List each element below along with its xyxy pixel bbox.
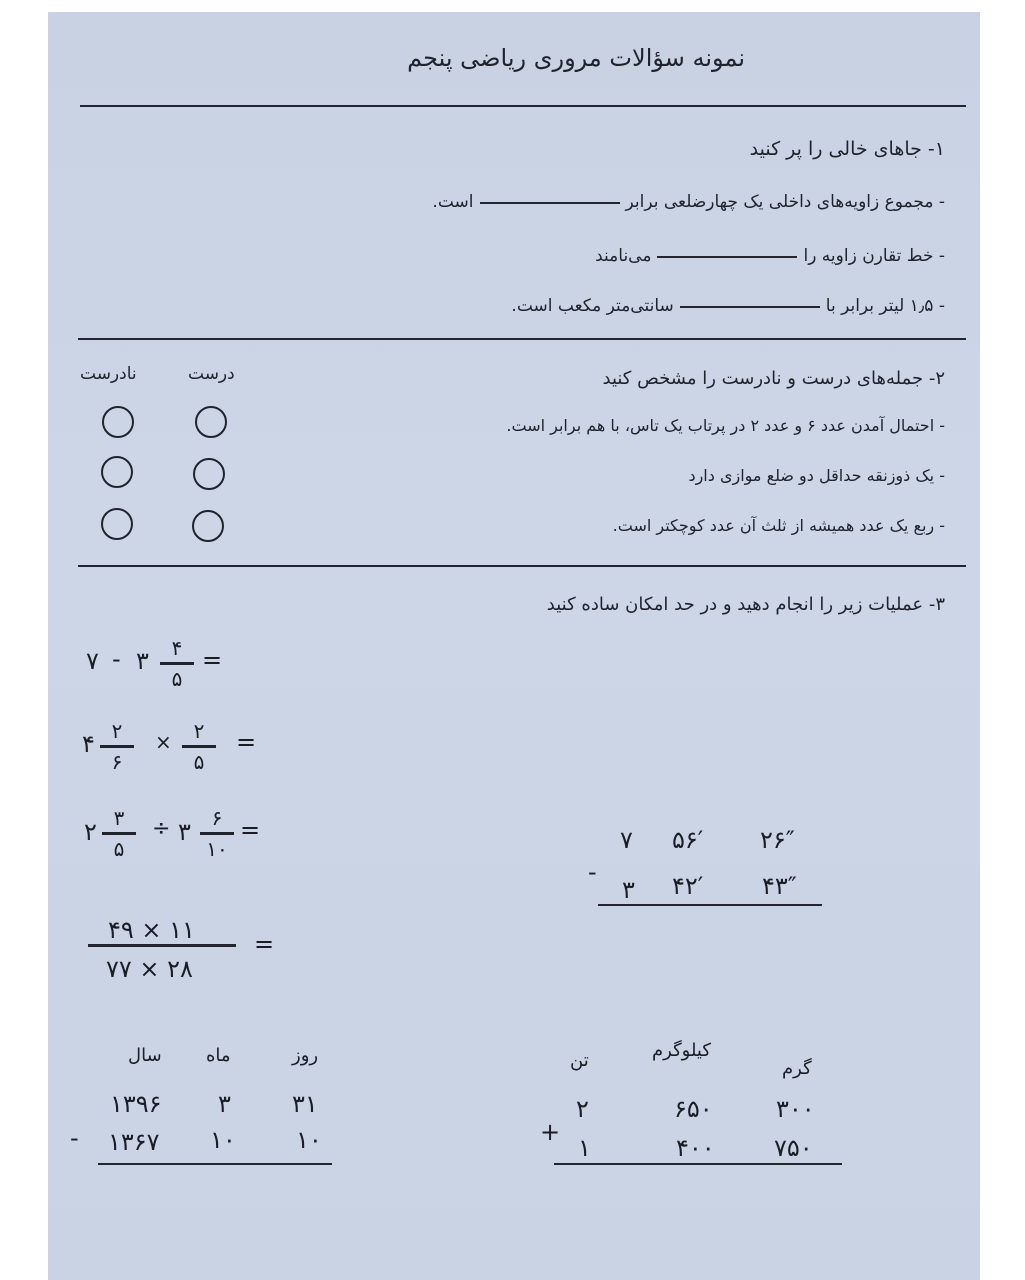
- q2-item-2-false-option[interactable]: [101, 456, 133, 488]
- weight-label-ton: تن: [570, 1050, 589, 1071]
- expr3-fraction-bar-2: [200, 832, 234, 835]
- q2-item-2-true-option[interactable]: [193, 458, 225, 490]
- q2-col-false-label: نادرست: [80, 364, 137, 384]
- q2-item-3-false-option[interactable]: [101, 508, 133, 540]
- expr3-divide: ÷: [152, 816, 171, 841]
- q2-item-3-true-option[interactable]: [192, 510, 224, 542]
- expr1-minus: -: [112, 645, 121, 673]
- expr3-numerator-2: ۶: [211, 806, 223, 830]
- expr2-numerator-1: ۲: [111, 719, 123, 743]
- expr1-numerator: ۴: [171, 636, 183, 660]
- time-row2-sec: [762, 872, 797, 900]
- time-row2-min-mark: ′: [697, 872, 704, 900]
- q1-item-3-blank[interactable]: [680, 304, 820, 308]
- time-row1-min-mark: ′: [697, 826, 704, 854]
- q1-heading: ۱- جاهای خالی را پر کنید: [749, 138, 945, 160]
- q1-item-1-blank[interactable]: [480, 200, 620, 204]
- expr2-denominator-1: ۶: [111, 749, 123, 774]
- weight-row1-ton: ۲: [576, 1095, 589, 1123]
- expr2-equals: =: [236, 728, 257, 756]
- q2-item-1-true-option[interactable]: [195, 406, 227, 438]
- expr1-fraction: [160, 636, 194, 691]
- time-result-line: [598, 904, 822, 906]
- weight-row2-ton: ۱: [578, 1134, 591, 1162]
- expr1-fraction-bar: [160, 662, 194, 665]
- expr3-denominator-1: ۵: [113, 836, 125, 861]
- weight-plus: +: [540, 1118, 561, 1146]
- q2-item-1: - احتمال آمدن عدد ۶ و عدد ۲ در پرتاب یک تاس، با هم برابر است.: [506, 416, 945, 435]
- q1-item-2-before: - خط تقارن زاویه را: [803, 246, 945, 266]
- weight-row1-kg: ۶۵۰: [674, 1095, 713, 1123]
- q2-col-true-label: درست: [188, 364, 235, 384]
- q1-divider: [78, 338, 966, 340]
- date-row1-day: ۳۱: [292, 1090, 318, 1118]
- date-row1-month: ۳: [218, 1090, 231, 1118]
- date-minus: -: [70, 1124, 79, 1152]
- time-row2-sec-value: ۴۳: [762, 872, 788, 900]
- weight-row1-g: ۳۰۰: [776, 1095, 815, 1123]
- weight-label-kg: کیلوگرم: [652, 1040, 711, 1061]
- time-row1-sec-mark: ″: [785, 826, 795, 854]
- time-row1-min: [672, 826, 703, 854]
- date-row2-year: ۱۳۶۷: [108, 1128, 160, 1156]
- expr3-fraction-1: [102, 806, 136, 861]
- expr1-equals: =: [202, 646, 223, 674]
- q2-item-3: - ربع یک عدد همیشه از ثلث آن عدد کوچکتر است.: [612, 516, 945, 535]
- expr2-fraction-bar-1: [100, 745, 134, 748]
- expr1-denominator: ۵: [171, 666, 183, 691]
- q1-item-1-after: است.: [432, 192, 474, 212]
- q3-heading: ۳- عملیات زیر را انجام دهید و در حد امکان ساده کنید: [546, 594, 945, 615]
- date-label-year: سال: [128, 1045, 162, 1066]
- expr1-whole: ۷: [86, 647, 99, 675]
- time-row2-min: [672, 872, 703, 900]
- weight-row2-g: ۷۵۰: [774, 1134, 813, 1162]
- expr4-top: ۴۹ × ۱۱: [108, 916, 195, 944]
- q1-item-1-before: - مجموع زاویه‌های داخلی یک چهارضلعی برابر: [625, 192, 945, 212]
- q1-item-2-after: می‌نامند: [595, 246, 652, 266]
- time-minus: -: [588, 858, 597, 886]
- time-row2-min-value: ۴۲: [672, 872, 698, 900]
- weight-result-line: [554, 1163, 842, 1165]
- expr4-equals: =: [254, 930, 275, 958]
- time-row1-deg: ۷: [620, 826, 633, 854]
- expr3-denominator-2: ۱۰: [206, 836, 228, 861]
- expr3-numerator-1: ۳: [113, 806, 125, 830]
- expr2-fraction-1: [100, 719, 134, 774]
- expr2-fraction-bar-2: [182, 745, 216, 748]
- expr2-fraction-2: [182, 719, 216, 774]
- time-row1-min-value: ۵۶: [672, 826, 698, 854]
- expr2-mixed-whole: ۴: [82, 730, 95, 758]
- expr3-whole-2: ۳: [178, 818, 191, 846]
- header-divider: [80, 105, 966, 107]
- q1-item-2-blank[interactable]: [657, 254, 797, 258]
- q1-item-3-after: سانتی‌متر مکعب است.: [511, 296, 674, 316]
- expr2-denominator-2: ۵: [193, 749, 205, 774]
- weight-row2-kg: ۴۰۰: [676, 1134, 715, 1162]
- time-row2-sec-mark: ″: [787, 872, 797, 900]
- expr4-fraction-bar: [88, 944, 236, 947]
- date-row2-day: ۱۰: [296, 1126, 322, 1154]
- date-result-line: [98, 1163, 332, 1165]
- q2-heading: ۲- جمله‌های درست و نادرست را مشخص کنید: [602, 368, 945, 389]
- expr3-equals: =: [240, 816, 261, 844]
- date-label-month: ماه: [206, 1045, 231, 1066]
- q1-item-1: [432, 192, 945, 212]
- weight-label-g: گرم: [782, 1058, 812, 1079]
- expr3-fraction-2: [200, 806, 234, 861]
- q1-item-2: [595, 246, 945, 266]
- time-row1-sec: [760, 826, 795, 854]
- expr4-bottom: ۷۷ × ۲۸: [106, 955, 193, 983]
- expr3-whole-1: ۲: [84, 818, 97, 846]
- expr3-fraction-bar-1: [102, 832, 136, 835]
- time-row1-sec-value: ۲۶: [760, 826, 786, 854]
- time-row2-deg: ۳: [622, 876, 635, 904]
- expr2-numerator-2: ۲: [193, 719, 205, 743]
- date-label-day: روز: [292, 1045, 319, 1066]
- page-title: نمونه سؤالات مروری ریاضی پنجم: [407, 44, 745, 72]
- date-row1-year: ۱۳۹۶: [110, 1090, 162, 1118]
- expr1-mixed-whole: ۳: [136, 647, 149, 675]
- q2-item-2: - یک ذوزنقه حداقل دو ضلع موازی دارد: [688, 466, 945, 485]
- expr2-times: ×: [155, 730, 172, 754]
- q2-divider: [78, 565, 966, 567]
- q1-item-3-before: - ۱٫۵ لیتر برابر با: [825, 296, 945, 316]
- q1-item-3: [511, 296, 945, 316]
- date-row2-month: ۱۰: [210, 1126, 236, 1154]
- q2-item-1-false-option[interactable]: [102, 406, 134, 438]
